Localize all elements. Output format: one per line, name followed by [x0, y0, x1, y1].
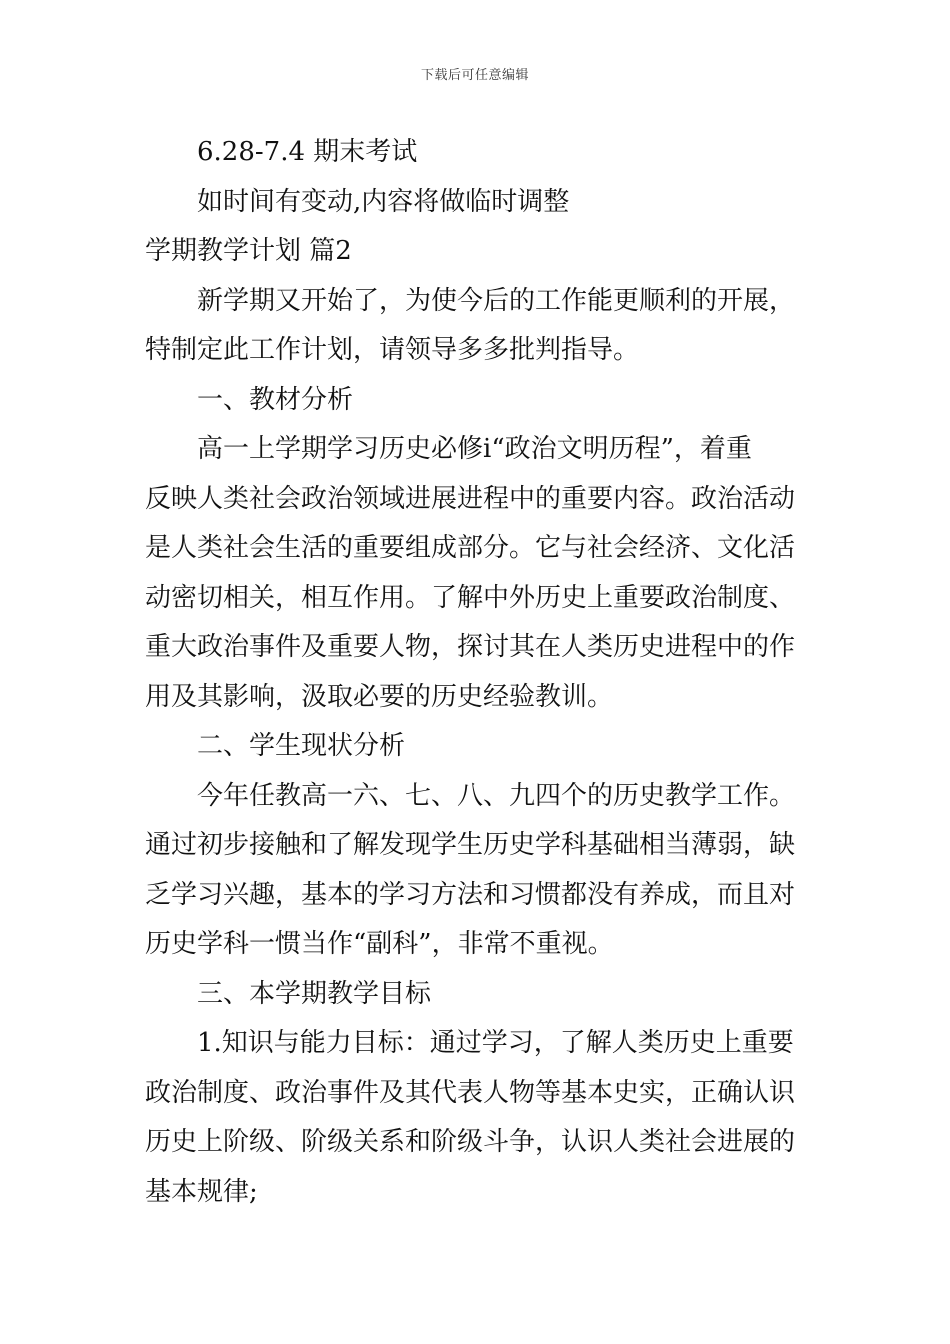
section-title: 学期教学计划 篇2 — [145, 236, 352, 266]
text-line: 政治制度、政治事件及其代表人物等基本史实，正确认识 — [145, 1077, 796, 1108]
text-line: 动密切相关，相互作用。了解中外历史上重要政治制度、 — [145, 582, 796, 613]
text-line: 如时间有变动,内容将做临时调整 — [197, 186, 570, 217]
page-header: 下载后可任意编辑 — [420, 68, 529, 83]
text-line: 重大政治事件及重要人物，探讨其在人类历史进程中的作 — [145, 632, 796, 662]
text-line: 基本规律; — [145, 1176, 258, 1207]
text-line: 是人类社会生活的重要组成部分。它与社会经济、文化活 — [145, 533, 796, 563]
text-line: 反映人类社会政治领域进展进程中的重要内容。政治活动 — [145, 483, 796, 514]
section-heading: 一、教材分析 — [197, 384, 354, 415]
section-heading: 三、本学期教学目标 — [197, 978, 432, 1009]
text-line: 历史上阶级、阶级关系和阶级斗争，认识人类社会进展的 — [145, 1127, 796, 1157]
document-body — [145, 128, 807, 1217]
text-line: 1.知识与能力目标：通过学习，了解人类历史上重要 — [197, 1028, 794, 1058]
text-line: 特制定此工作计划，请领导多多批判指导。 — [145, 335, 640, 365]
section-heading: 二、学生现状分析 — [197, 731, 406, 761]
text-line: 新学期又开始了，为使今后的工作能更顺利的开展， — [197, 285, 796, 316]
text-line: 今年任教高一六、七、八、九四个的历史教学工作。 — [197, 780, 796, 811]
text-line: 通过初步接触和了解发现学生历史学科基础相当薄弱，缺 — [145, 830, 796, 860]
text-line: 历史学科一惯当作“副科”，非常不重视。 — [145, 929, 614, 959]
text-line: 高一上学期学习历史必修ⅰ“政治文明历程”，着重 — [197, 434, 752, 464]
text-line: 6.28-7.4 期末考试 — [197, 137, 418, 167]
text-line: 乏学习兴趣，基本的学习方法和习惯都没有养成，而且对 — [145, 879, 796, 910]
text-line: 用及其影响，汲取必要的历史经验教训。 — [145, 681, 614, 712]
